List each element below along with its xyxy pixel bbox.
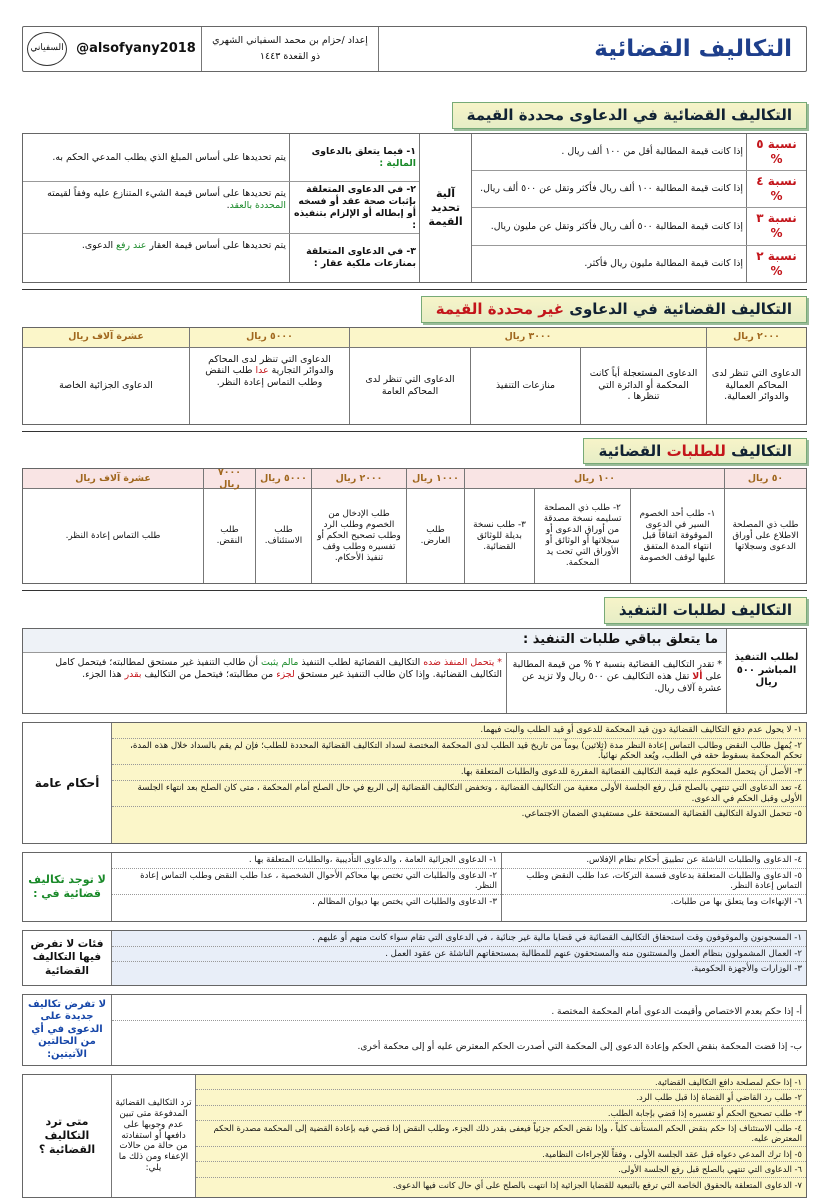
general-courts-item: الدعاوى التي تنظر لدى المحاكم العامة — [349, 348, 470, 424]
refund-7: ٧- الدعاوى المتعلقة بالحقوق الخاصة التي ترفع بالتبعية للقضايا الجزائية إذا انتهت بالصلح على أي حال كانت فيها الدعوى. — [392, 1179, 802, 1190]
criterion-2: ٢- في الدعاوى المتعلقة بإثبات صحة عقد أو فسخه أو إبطاله أو الإلزام بتنفيذه : — [289, 182, 419, 233]
criterion-2-desc-a: يتم تحديدها على أساس قيمة الشيء المتنازع عليه وفقاً لقيمته — [47, 188, 286, 200]
header — [22, 26, 807, 72]
valuation-mechanism-label: آلية تحديد القيمة — [419, 134, 471, 282]
section3-title — [583, 438, 807, 465]
twitter-handle: @alsofyany2018 — [76, 40, 196, 56]
section1-table — [22, 133, 807, 283]
fee-3000: ٣٠٠٠ ريال — [349, 328, 706, 347]
section4-title: التكاليف لطلبات التنفيذ — [604, 597, 807, 624]
general-rule-3: ٣- الأصل أن يتحمل المحكوم عليه قيمة التكاليف القضائية المقررة للدعوى والطلبات المتعلقة بها. — [112, 765, 806, 781]
req-fee-2000: ٢٠٠٠ ريال — [311, 469, 406, 488]
general-rules-label: أحكام عامة — [34, 775, 100, 790]
refund-label: متى ترد التكاليف القضائية ؟ — [38, 1115, 96, 1156]
rate-4-text: إذا كانت قيمة المطالبة ١٠٠ ألف ريال فأكثر وتقل عن ٥٠٠ ألف ريال. — [480, 183, 743, 195]
commercial-courts-item — [189, 348, 349, 424]
req-cassation: طلب النقض. — [203, 489, 255, 583]
exec-liab-3: مالم يثبت — [261, 657, 299, 668]
exec-liab-2: التكاليف القضائية لطلب التنفيذ — [301, 657, 421, 668]
req-certified-copy: ٢- طلب ذي المصلحة تسليمه نسخة مصدقة من أوراق الدعوى أو سجلاتها أو الوثائق أو الأوراق التي تحت يد المحكمة. — [534, 489, 630, 583]
exec-liab-6: لجزء — [276, 668, 295, 680]
labor-courts-item: الدعاوى التي تنظر لدى المحاكم العمالية والدوائر العمالية. — [706, 348, 806, 424]
section3-title-b: للطلبات — [666, 441, 726, 460]
direct-execution-fee: لطلب التنفيذ المباشر ٥٠٠ ريال — [726, 629, 806, 713]
exempt-section — [22, 930, 807, 986]
exec-liab-9: هذا الجزء. — [82, 668, 122, 680]
exempt-1: ١- المسجونون والموقوفون وقت استحقاق التكاليف القضائية في قضايا مالية غير جنائية ، في الدعاوى التي تقام سواء كانت منهم أو عليهم . — [112, 931, 806, 947]
criterion-1-title: ١- فيما يتعلق بالدعاوى — [311, 145, 416, 157]
req-fee-50: ٥٠ ريال — [724, 469, 806, 488]
exempt-3: ٣- الوزارات والأجهزة الحكومية. — [691, 964, 802, 975]
urgent-cases-item: الدعاوى المستعجلة أياً كانت المحكمة أو الدائرة التي تنظرها . — [580, 348, 706, 424]
req-reconsideration: طلب التماس إعادة النظر. — [65, 530, 161, 541]
rate-2-percent: نسبة ٢ % — [746, 246, 806, 282]
execution-liability-rule — [23, 653, 506, 713]
refund-1: ١- إذا حكم لمصلحة دافع التكاليف القضائية. — [196, 1075, 806, 1090]
no-costs-label: لا توجد تكاليف قضائية في : — [28, 873, 106, 900]
req-fee-1000: ١٠٠٠ ريال — [406, 469, 464, 488]
criterion-2-desc-c: . — [226, 200, 230, 211]
req-counterclaim: طلب العارض. — [406, 489, 464, 583]
page-title: التكاليف القضائية — [594, 35, 792, 62]
commercial-courts-a: الدعاوى التي تنظر لدى المحاكم والدوائر التجارية — [208, 353, 334, 377]
commercial-courts-except: عدا — [255, 365, 269, 377]
req-fee-5000: ٥٠٠٠ ريال — [255, 469, 311, 488]
prepared-by: إعداد /حزام بن محمد السفياني الشهري — [212, 35, 368, 47]
req-view-records: طلب ذي المصلحة الاطلاع على أوراق الدعوى وسجلاتها — [724, 489, 806, 583]
no-cost-1: ١- الدعاوى الجزائية العامة ، والدعاوى التأديبية ،والطلبات المتعلقة بها . — [112, 853, 501, 869]
refund-3: ٣- طلب تصحيح الحكم أو تفسيره إذا قضي بإجابة الطلب. — [196, 1106, 806, 1121]
criterion-1 — [289, 134, 419, 182]
author-block — [201, 27, 379, 71]
criterion-3-desc-c: الدعوى. — [81, 240, 114, 252]
refund-5: ٥- إذا ترك المدعي دعواه قبل عقد الجلسة الأولى ، وفقاً للإجراءات النظامية. — [196, 1147, 806, 1162]
section4-table — [22, 628, 807, 714]
execution-disputes-item: منازعات التنفيذ — [470, 348, 580, 424]
refund-section — [22, 1074, 807, 1198]
criterion-1-desc: يتم تحديدها على أساس المبلغ الذي يطلب المدعي الحكم به. — [52, 151, 286, 163]
refund-2: ٢- طلب رد القاضي أو القضاة إذا قبل طلب الرد. — [196, 1090, 806, 1105]
req-appeal: طلب الاستئناف. — [255, 489, 311, 583]
other-execution-subtitle: ما يتعلق بباقي طلبات التنفيذ : — [23, 629, 726, 653]
exec-liab-4: أن طالب التنفيذ غير مستحق لمطالبته؛ فيتحمل كامل التكاليف القضائية. — [55, 657, 502, 680]
rate-3-text: إذا كانت قيمة المطالبة ٥٠٠ ألف ريال فأكثر وتقل عن مليون ريال. — [490, 220, 743, 232]
general-rule-1: ١- لا يحول عدم دفع التكاليف القضائية دون قيد المحكمة للدعوى أو قيد الطلب والبت فيهما. — [112, 723, 806, 739]
rate-5-text: إذا كانت قيمة المطالبة أقل من ١٠٠ ألف ريال . — [561, 146, 743, 157]
section2-table — [22, 327, 807, 425]
criterion-3-desc-b: عند رفع — [116, 240, 147, 252]
logo-signature: السفياني — [27, 32, 67, 66]
criterion-2-desc — [23, 182, 289, 233]
req-replacement-copy: ٣- طلب نسخة بديلة للوثائق القضائية. — [464, 489, 534, 583]
exec-liab-7: من مطالبته؛ فيتحمل من التكاليف — [144, 668, 274, 680]
section2-title — [421, 296, 807, 323]
section1-title: التكاليف القضائية في الدعاوى محددة القيمة — [452, 102, 807, 129]
general-rule-4: ٤- تعد الدعاوى التي تنتهي بالصلح قبل رفع الجلسة الأولى معفية من التكاليف القضائية ، وتخفض التكاليف القضائية إلى الربع في حال الصلح أمام المحكمة ، متى كان الصلح بعد انتهاء الجلسة الأولى وقبل الحكم في الدعوى. — [112, 781, 806, 807]
req-fee-7000: ٧٠٠٠ ريال — [203, 469, 255, 488]
execution-rate-c: تقل هذه التكاليف عن ٥٠٠ ريال ولا تزيد عن عشرة آلاف ريال. — [521, 670, 722, 694]
logo — [23, 27, 71, 71]
rate-4-percent: نسبة ٤ % — [746, 171, 806, 207]
req-fee-100: ١٠٠ ريال — [464, 469, 724, 488]
rate-2-text: إذا كانت قيمة المطالبة مليون ريال فأكثر. — [584, 257, 743, 269]
req-joinder: طلب الإدخال من الخصوم وطلب الرد وطلب تصحيح الحكم أو تفسيره وطلب وقف تنفيذ الأحكام. — [311, 489, 406, 583]
criterion-3-desc-a: يتم تحديدها على أساس قيمة العقار — [149, 240, 286, 252]
no-cost-3: ٣- الدعاوى والطلبات التي يختص بها ديوان المظالم . — [312, 897, 497, 908]
no-costs-section — [22, 852, 807, 922]
exec-liab-8: بقدر — [124, 668, 142, 680]
no-new-costs-label: لا تفرض تكاليف جديدة على الدعوى في أي من الحالتين الآتيتين: — [27, 998, 107, 1060]
execution-rate-a: * تقدر التكاليف القضائية بنسبة ٢ % من قيمة المطالبة على — [512, 659, 722, 682]
issue-date: ذو القعدة ١٤٤٣ — [259, 51, 321, 62]
section2-title-a: التكاليف القضائية في الدعاوى — [569, 299, 792, 318]
section3-table — [22, 468, 807, 584]
general-rules — [22, 722, 807, 844]
criterion-2-desc-b: المحددة بالعقد — [229, 200, 286, 211]
section2-title-b: غير محددة القيمة — [435, 299, 564, 318]
no-cost-2: ٢- الدعاوى والطلبات التي تختص بها محاكم الأحوال الشخصية ، عدا طلب النقض وطلب التماس إعادة النظر. — [112, 869, 501, 895]
section3-title-c: القضائية — [598, 441, 662, 460]
refund-6: ٦- الدعاوى التي تنتهي بالصلح قبل رفع الجلسة الأولى. — [196, 1162, 806, 1177]
rate-5-percent: نسبة ٥ % — [746, 134, 806, 170]
no-new-costs-section — [22, 994, 807, 1066]
criterion-3-desc — [23, 234, 289, 282]
section3-title-a: التكاليف — [731, 441, 792, 460]
criterion-3: ٣- في الدعاوى المتعلقة بمنازعات ملكية عقار : — [289, 234, 419, 282]
rates-column — [471, 134, 806, 282]
commercial-courts-b: طلب النقض وطلب التماس إعادة النظر. — [205, 365, 323, 388]
exec-liab-1: * يتحمل المنفذ ضده — [423, 657, 502, 668]
no-cost-6: ٦- الإنهاءات وما يتعلق بها من طلبات. — [670, 897, 802, 908]
fee-10000: عشرة آلاف ريال — [68, 331, 144, 343]
rate-3-percent: نسبة ٣ % — [746, 208, 806, 244]
general-rule-2: ٢- يُمهل طالب النقض وطالب التماس إعادة النظر مدة (ثلاثين) يوماً من تاريخ قيد الطلب لدى المحكمة المختصة لسداد التكاليف القضائية المحددة للطلب؛ فإن لم يقم بالسداد خلال هذه المدة، تحكم المحكمة بسقوط حقه في الطلب، ويُعد الحكم نهائياً. — [112, 739, 806, 765]
no-cost-5: ٥- الدعاوى والطلبات المتعلقة بدعاوى قسمة التركات، عدا طلب النقض وطلب التماس إعادة النظر. — [502, 869, 806, 895]
exec-liab-5: وإذا كان طالب التنفيذ غير مستحق — [297, 668, 430, 680]
general-rule-5: ٥- تتحمل الدولة التكاليف القضائية المستحقة على مستفيدي الضمان الاجتماعي. — [521, 809, 802, 820]
exempt-2: ٢- العمال المشمولون بنظام العمل والمستثنون منه والمستحقون عنهم للمطالبة بمستحقاتهم الناشئة عن عقود العمل . — [112, 947, 806, 963]
private-criminal-item: الدعاوى الجزائية الخاصة — [59, 379, 153, 391]
fee-2000: ٢٠٠٠ ريال — [706, 328, 806, 347]
criterion-1-note: المالية : — [379, 157, 416, 169]
refund-conditions: ترد التكاليف القضائية المدفوعة متى تبين عدم وجوبها على دافعها أو استفادته من حالة من حالات الإعفاء ومن ذلك ما يلي: — [111, 1075, 195, 1197]
no-new-cost-a: أ- إذا حكم بعدم الاختصاص وأقيمت الدعوى أمام المحكمة المختصة . — [112, 1005, 806, 1021]
req-fee-10000: عشرة آلاف ريال — [75, 472, 151, 484]
criteria-column — [23, 134, 419, 282]
fee-5000: ٥٠٠٠ ريال — [189, 328, 349, 347]
refund-4: ٤- طلب الاستئناف إذا حكم بنقض الحكم المستأنف كلياً ، وإذا نقض الحكم جزئياً فيعفى بقدر ذلك الجزء، وطلب النقض إذا قضي فيه بإعادة القضية إلى المحكمة مصدرة الحكم المعترض عليه. — [196, 1121, 806, 1147]
req-resume-case: ١- طلب أحد الخصوم السير في الدعوى الموقوفة اتفاقاً قبل انتهاء المدة المتفق عليها لوقف الخصومة — [630, 489, 724, 583]
execution-rate-b: ألا — [692, 670, 703, 682]
execution-rate-rule — [506, 653, 726, 713]
no-cost-4: ٤- الدعاوى والطلبات الناشئة عن تطبيق أحكام نظام الإفلاس. — [502, 853, 806, 869]
exempt-label: فئات لا تفرض فيها التكاليف القضائية — [30, 938, 104, 977]
no-new-cost-b: ب- إذا قضت المحكمة بنقض الحكم وإعادة الدعوى إلى المحكمة التي أصدرت الحكم المعترض عليه أو إلى محكمة أخرى. — [357, 1042, 802, 1053]
